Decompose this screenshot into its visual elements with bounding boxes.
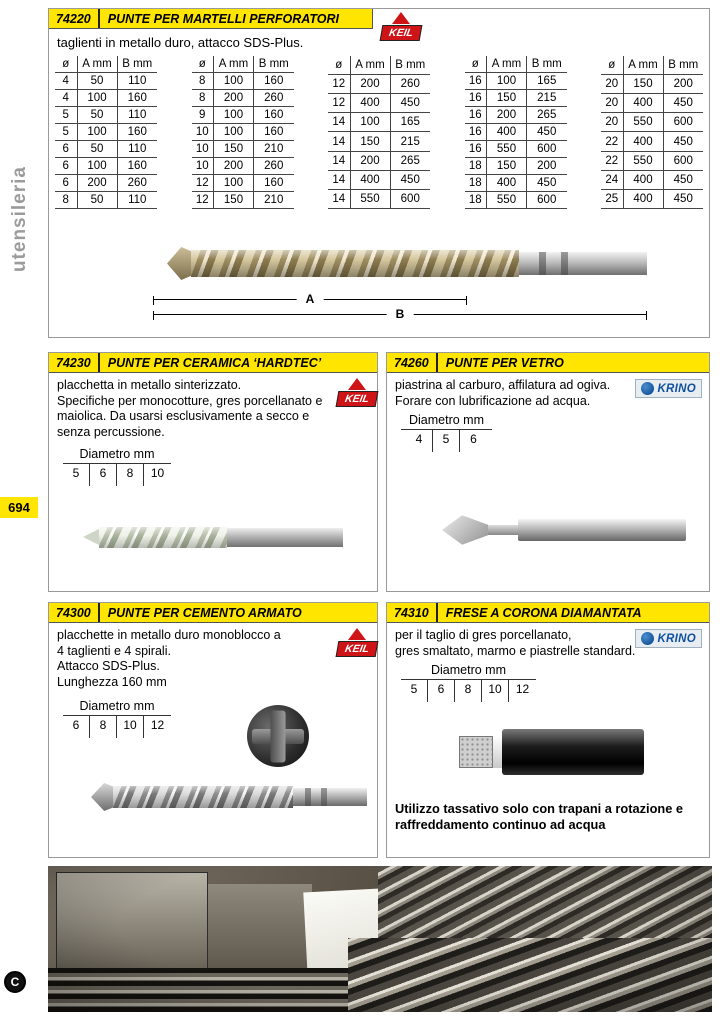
size-cell: 210 (254, 141, 294, 158)
size-cell: 200 (350, 151, 390, 170)
diameter-value: 5 (401, 680, 428, 702)
size-cell: 265 (390, 151, 430, 170)
diameter-value: 6 (63, 716, 90, 738)
section-74260-header (387, 353, 709, 373)
size-cell: 165 (390, 113, 430, 132)
page-number-badge: 694 (0, 497, 38, 518)
sds-groove (321, 788, 327, 806)
size-table-row (328, 94, 430, 113)
size-table-3 (328, 56, 430, 209)
size-cell: 215 (390, 132, 430, 151)
section-74300-title: PUNTE PER CEMENTO ARMATO (107, 605, 302, 620)
size-cell: 150 (487, 90, 527, 107)
size-cell: 5 (55, 124, 77, 141)
size-cell: 550 (487, 192, 527, 209)
size-cell: 400 (623, 94, 663, 113)
drill-head-front-view-image (247, 705, 309, 767)
size-cell: 12 (328, 75, 350, 94)
size-cell: 400 (350, 94, 390, 113)
diameter-values (63, 716, 171, 738)
size-cell: 200 (214, 158, 254, 175)
size-cell: 100 (214, 124, 254, 141)
description-line: Attacco SDS-Plus. (57, 659, 160, 673)
description-line: piastrina al carburo, affilatura ad ogiva. (395, 378, 611, 392)
size-cell: 6 (55, 158, 77, 175)
size-cell: 10 (192, 141, 214, 158)
size-table-header: A mm (623, 56, 663, 75)
sidebar (0, 148, 40, 290)
size-cell: 260 (117, 175, 157, 192)
size-cell: 24 (601, 170, 623, 189)
keil-wordmark: KEIL (336, 391, 379, 407)
size-cell: 160 (254, 175, 294, 192)
size-cell: 200 (77, 175, 117, 192)
size-cell: 600 (663, 151, 703, 170)
size-cell: 550 (350, 189, 390, 208)
description-line: 4 taglienti e 4 spirali. (57, 643, 171, 658)
diameter-label: Diametro mm (63, 699, 171, 716)
size-cell: 16 (465, 73, 487, 90)
section-74220-title: PUNTE PER MARTELLI PERFORATORI (107, 11, 340, 26)
description-line: Forare con lubrificazione ad acqua. (395, 393, 591, 408)
size-table-header-row (465, 56, 567, 73)
size-cell: 400 (623, 189, 663, 208)
size-cell: 100 (214, 73, 254, 90)
size-cell: 200 (487, 107, 527, 124)
size-cell: 600 (527, 141, 567, 158)
size-table-4 (465, 56, 567, 209)
machinery-photo (48, 866, 712, 1012)
krino-wordmark: KRINO (657, 632, 696, 645)
article-code-74230: 74230 (49, 353, 100, 372)
core-band (493, 736, 502, 768)
section-74260-title: PUNTE PER VETRO (445, 355, 564, 370)
size-cell: 8 (192, 73, 214, 90)
diameter-value: 12 (150, 718, 165, 732)
size-cell: 260 (254, 90, 294, 107)
size-cell: 260 (390, 75, 430, 94)
diameter-table (401, 413, 492, 452)
diameter-table (63, 699, 171, 738)
publisher-logo-letter: C (10, 975, 20, 989)
size-cell: 600 (663, 113, 703, 132)
diameter-label: Diametro mm (401, 663, 536, 680)
diameter-value: 10 (150, 466, 165, 480)
size-cell: 100 (214, 175, 254, 192)
size-table-header: ø (192, 56, 214, 73)
article-code-74220: 74220 (49, 9, 100, 28)
size-table-row (328, 151, 430, 170)
size-table-row (55, 141, 157, 158)
krino-logo (635, 379, 702, 398)
size-cell: 200 (527, 158, 567, 175)
size-table-row (465, 192, 567, 209)
publisher-logo (4, 971, 26, 993)
size-cell: 210 (254, 192, 294, 209)
photo-vignette (48, 866, 712, 1012)
size-cell: 400 (623, 132, 663, 151)
size-cell: 50 (77, 192, 117, 209)
size-cell: 150 (487, 158, 527, 175)
description-line: Specifiche per monocotture, gres porcellanato e (57, 393, 323, 408)
size-cell: 450 (527, 124, 567, 141)
size-table-header-row (192, 56, 294, 73)
size-cell: 18 (465, 192, 487, 209)
size-cell: 18 (465, 175, 487, 192)
size-table-row (601, 113, 703, 132)
section-74300-header (49, 603, 377, 623)
diamond-core-bit-image (459, 725, 649, 781)
size-cell: 160 (254, 124, 294, 141)
size-table-row (55, 73, 157, 90)
size-cell: 9 (192, 107, 214, 124)
size-table-row (465, 90, 567, 107)
article-code-74260: 74260 (387, 353, 438, 372)
diameter-value: 5 (433, 430, 460, 452)
size-table-header-row (55, 56, 157, 73)
description-line: placchetta in metallo sinterizzato. (57, 378, 242, 392)
size-cell: 22 (601, 132, 623, 151)
size-cell: 50 (77, 73, 117, 90)
section-74310 (386, 602, 710, 858)
size-table-row (55, 192, 157, 209)
section-74300-description (57, 628, 281, 690)
dimension-line-a (153, 292, 467, 306)
spear-tip (442, 514, 490, 546)
size-cell: 16 (465, 141, 487, 158)
size-table-header-row (328, 56, 430, 75)
drill-tip (91, 783, 115, 811)
size-cell: 22 (601, 151, 623, 170)
core-body (502, 729, 644, 775)
concrete-drill-bit-image (91, 779, 367, 815)
diameter-value: 6 (428, 680, 455, 702)
keil-triangle-icon (348, 628, 366, 640)
size-table-row (328, 170, 430, 189)
section-74230-description (57, 378, 322, 440)
keil-logo (381, 12, 421, 41)
size-table-row (192, 158, 294, 175)
size-table-header: A mm (487, 56, 527, 73)
size-table-header: B mm (527, 56, 567, 73)
size-table-row (328, 132, 430, 151)
size-table-row (328, 75, 430, 94)
section-74220-header (49, 9, 373, 29)
size-cell: 150 (214, 192, 254, 209)
size-cell: 4 (55, 73, 77, 90)
size-cell: 450 (663, 94, 703, 113)
size-cell: 12 (192, 192, 214, 209)
drill-tip (167, 247, 193, 280)
size-cell: 6 (55, 141, 77, 158)
size-table-row (55, 90, 157, 107)
globe-icon (641, 382, 654, 395)
keil-wordmark: KEIL (380, 25, 423, 41)
diameter-label: Diametro mm (401, 413, 492, 430)
size-table-row (601, 132, 703, 151)
size-table-row (601, 170, 703, 189)
size-table-row (192, 107, 294, 124)
size-cell: 450 (390, 170, 430, 189)
diamond-tip (459, 736, 493, 768)
size-table-row (55, 124, 157, 141)
drill-shank (227, 528, 343, 547)
size-cell: 160 (254, 73, 294, 90)
description-line: Lunghezza 160 mm (57, 674, 167, 689)
size-cell: 20 (601, 113, 623, 132)
size-table-1 (55, 56, 157, 209)
section-74230 (48, 352, 378, 592)
size-cell: 20 (601, 94, 623, 113)
size-cell: 100 (77, 90, 117, 107)
size-table-header: A mm (77, 56, 117, 73)
description-line: senza percussione. (57, 424, 165, 439)
article-code-74310: 74310 (387, 603, 438, 622)
sds-groove (305, 788, 311, 806)
size-table-header: A mm (350, 56, 390, 75)
size-table-header: ø (55, 56, 77, 73)
globe-icon (641, 632, 654, 645)
size-cell: 550 (623, 113, 663, 132)
size-table-header: B mm (254, 56, 294, 73)
diameter-value: 6 (470, 432, 477, 446)
size-cell: 12 (192, 175, 214, 192)
size-cell: 110 (117, 141, 157, 158)
size-cell: 100 (77, 158, 117, 175)
size-table-row (192, 124, 294, 141)
description-line: placchette in metallo duro monoblocco a (57, 628, 281, 642)
size-cell: 8 (55, 192, 77, 209)
size-cell: 150 (214, 141, 254, 158)
size-cell: 160 (117, 124, 157, 141)
size-cell: 550 (623, 151, 663, 170)
size-table-row (601, 151, 703, 170)
size-table-row (465, 141, 567, 158)
size-table-header: ø (328, 56, 350, 75)
section-74230-header (49, 353, 377, 373)
keil-logo (337, 628, 377, 657)
size-cell: 14 (328, 151, 350, 170)
size-table-2 (192, 56, 294, 209)
drill-flute (99, 527, 227, 548)
diameter-value: 10 (482, 680, 509, 702)
diameter-value: 6 (90, 464, 117, 486)
size-tables (55, 56, 703, 209)
size-cell: 110 (117, 192, 157, 209)
diameter-value: 8 (90, 716, 117, 738)
krino-logo (635, 629, 702, 648)
krino-wordmark: KRINO (657, 382, 696, 395)
section-74310-title: FRESE A CORONA DIAMANTATA (445, 605, 642, 620)
size-table-row (192, 141, 294, 158)
sds-groove (539, 252, 546, 275)
size-table-row (465, 158, 567, 175)
keil-triangle-icon (348, 378, 366, 390)
article-code-74300: 74300 (49, 603, 100, 622)
section-74220-description: taglienti in metallo duro, attacco SDS-Plus. (57, 35, 304, 50)
size-cell: 160 (117, 158, 157, 175)
size-cell: 6 (55, 175, 77, 192)
size-cell: 110 (117, 73, 157, 90)
size-table-header-row (601, 56, 703, 75)
size-cell: 150 (623, 75, 663, 94)
diameter-values (63, 464, 171, 486)
ceramic-drill-bit-image (83, 521, 345, 555)
size-table-row (465, 73, 567, 90)
size-cell: 600 (390, 189, 430, 208)
size-cell: 16 (465, 124, 487, 141)
diameter-values (401, 430, 492, 452)
warning-line: Utilizzo tassativo solo con trapani a rotazione e (395, 801, 683, 816)
size-cell: 4 (55, 90, 77, 107)
warning-line: raffreddamento continuo ad acqua (395, 817, 606, 832)
sidebar-category-label: utensileria (9, 165, 30, 273)
size-cell: 50 (77, 107, 117, 124)
size-cell: 5 (55, 107, 77, 124)
usage-warning (395, 801, 707, 833)
size-cell: 150 (350, 132, 390, 151)
diameter-table (401, 663, 536, 702)
size-table-row (601, 189, 703, 208)
size-table-row (601, 75, 703, 94)
size-cell: 550 (487, 141, 527, 158)
size-cell: 400 (350, 170, 390, 189)
size-table-row (55, 175, 157, 192)
diameter-value: 5 (63, 464, 90, 486)
description-line: per il taglio di gres porcellanato, (395, 628, 572, 642)
diameter-value: 8 (117, 464, 144, 486)
size-table-header: B mm (117, 56, 157, 73)
size-table-row (55, 158, 157, 175)
section-74300 (48, 602, 378, 858)
size-cell: 200 (214, 90, 254, 107)
section-74260 (386, 352, 710, 592)
size-table-row (192, 175, 294, 192)
size-table-header: ø (601, 56, 623, 75)
drill-flute (113, 786, 293, 808)
size-table-row (192, 192, 294, 209)
size-cell: 100 (487, 73, 527, 90)
size-table-row (55, 107, 157, 124)
section-74220 (48, 8, 710, 338)
size-cell: 260 (254, 158, 294, 175)
keil-triangle-icon (392, 12, 410, 24)
size-cell: 215 (527, 90, 567, 107)
size-cell: 10 (192, 124, 214, 141)
diameter-table (63, 447, 171, 486)
size-cell: 16 (465, 90, 487, 107)
drill-flute (191, 250, 519, 277)
size-table-row (465, 107, 567, 124)
size-cell: 400 (487, 124, 527, 141)
diameter-value: 8 (455, 680, 482, 702)
size-table-header: B mm (390, 56, 430, 75)
size-cell: 8 (192, 90, 214, 107)
size-table-header: A mm (214, 56, 254, 73)
size-cell: 14 (328, 189, 350, 208)
size-cell: 160 (117, 90, 157, 107)
description-line: gres smaltato, marmo e piastrelle standard. (395, 643, 636, 658)
section-74260-description (395, 378, 610, 409)
diameter-value: 10 (117, 716, 144, 738)
size-cell: 265 (527, 107, 567, 124)
size-cell: 10 (192, 158, 214, 175)
glass-drill-bit-image (442, 511, 692, 549)
dimension-label-b: B (387, 307, 414, 322)
size-cell: 20 (601, 75, 623, 94)
size-table-row (328, 113, 430, 132)
size-cell: 450 (527, 175, 567, 192)
size-cell: 165 (527, 73, 567, 90)
size-table-header: B mm (663, 56, 703, 75)
size-table-row (465, 124, 567, 141)
size-cell: 14 (328, 113, 350, 132)
description-line: maiolica. Da usarsi esclusivamente a secco e (57, 409, 310, 423)
size-cell: 12 (328, 94, 350, 113)
size-cell: 200 (663, 75, 703, 94)
size-cell: 25 (601, 189, 623, 208)
size-cell: 200 (350, 75, 390, 94)
size-table-row (192, 90, 294, 107)
diameter-value: 12 (515, 682, 530, 696)
size-table-row (601, 94, 703, 113)
size-table-row (465, 175, 567, 192)
size-cell: 14 (328, 132, 350, 151)
diameter-values (401, 680, 536, 702)
size-cell: 400 (623, 170, 663, 189)
size-cell: 450 (663, 189, 703, 208)
drill-shank (518, 519, 686, 541)
size-cell: 50 (77, 141, 117, 158)
section-74310-header (387, 603, 709, 623)
size-cell: 100 (350, 113, 390, 132)
sds-drill-bit-image (167, 241, 647, 287)
size-table-row (328, 189, 430, 208)
size-cell: 160 (254, 107, 294, 124)
drill-neck (488, 525, 520, 535)
size-cell: 600 (527, 192, 567, 209)
size-cell: 18 (465, 158, 487, 175)
size-cell: 16 (465, 107, 487, 124)
sds-groove (561, 252, 568, 275)
size-table-5 (601, 56, 703, 209)
section-74310-description (395, 628, 635, 659)
size-cell: 14 (328, 170, 350, 189)
size-cell: 450 (390, 94, 430, 113)
section-74230-title: PUNTE PER CERAMICA ‘HARDTEC’ (107, 355, 322, 370)
size-table-header: ø (465, 56, 487, 73)
size-cell: 400 (487, 175, 527, 192)
size-cell: 450 (663, 170, 703, 189)
diameter-label: Diametro mm (63, 447, 171, 464)
keil-logo (337, 378, 377, 407)
keil-wordmark: KEIL (336, 641, 379, 657)
dimension-label-a: A (297, 292, 324, 307)
size-cell: 100 (214, 107, 254, 124)
dimension-line-b (153, 307, 647, 321)
size-table-row (192, 73, 294, 90)
size-cell: 450 (663, 132, 703, 151)
diameter-value: 4 (406, 430, 433, 452)
size-cell: 100 (77, 124, 117, 141)
size-cell: 110 (117, 107, 157, 124)
